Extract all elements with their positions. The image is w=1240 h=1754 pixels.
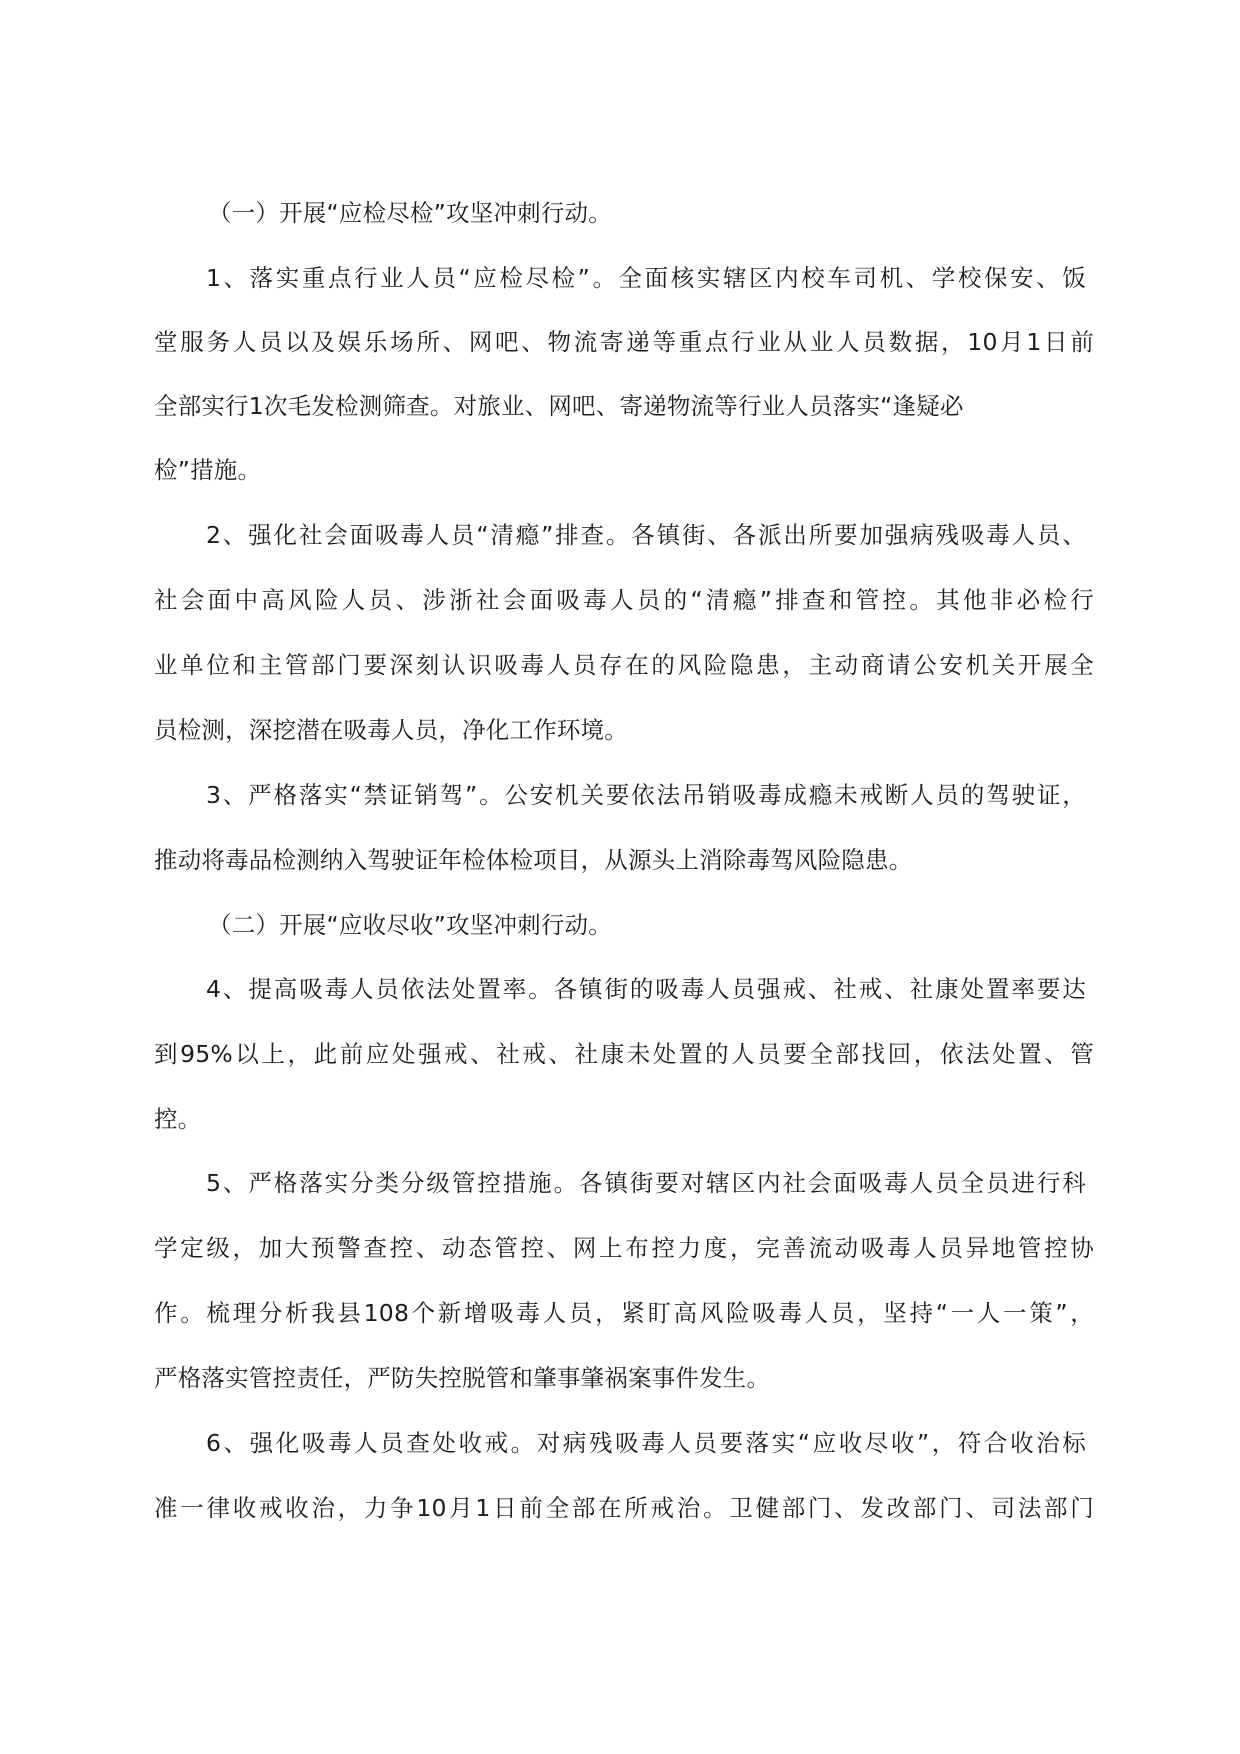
paragraph-line: 到95%以上，此前应处强戒、社戒、社康未处置的人员要全部找回，依法处置、管 <box>154 1040 1094 1068</box>
paragraph-line: 6、强化吸毒人员查处收戒。对病残吸毒人员要落实“应收尽收”，符合收治标 <box>206 1429 1086 1457</box>
section-heading-1: （一）开展“应检尽检”攻坚冲刺行动。 <box>208 199 612 227</box>
paragraph-line: 学定级，加大预警查控、动态管控、网上布控力度，完善流动吸毒人员异地管控协 <box>154 1234 1094 1262</box>
paragraph-line: 业单位和主管部门要深刻认识吸毒人员存在的风险隐患，主动商请公安机关开展全 <box>154 651 1094 679</box>
paragraph-line: 4、提高吸毒人员依法处置率。各镇街的吸毒人员强戒、社戒、社康处置率要达 <box>206 975 1086 1003</box>
paragraph-line: 准一律收戒收治，力争10月1日前全部在所戒治。卫健部门、发改部门、司法部门 <box>154 1494 1094 1522</box>
paragraph-line: 控。 <box>154 1105 202 1133</box>
paragraph-line: 2、强化社会面吸毒人员“清瘾”排查。各镇街、各派出所要加强病残吸毒人员、 <box>206 521 1086 549</box>
paragraph-line: 推动将毒品检测纳入驾驶证年检体检项目，从源头上消除毒驾风险隐患。 <box>154 846 913 874</box>
paragraph-line: 3、严格落实“禁证销驾”。公安机关要依法吊销吸毒成瘾未戒断人员的驾驶证， <box>206 781 1086 809</box>
section-heading-2: （二）开展“应收尽收”攻坚冲刺行动。 <box>208 911 612 939</box>
paragraph-line: 检”措施。 <box>154 456 262 484</box>
paragraph-line: 员检测，深挖潜在吸毒人员，净化工作环境。 <box>154 716 628 744</box>
paragraph-line: 5、严格落实分类分级管控措施。各镇街要对辖区内社会面吸毒人员全员进行科 <box>206 1169 1086 1197</box>
paragraph-line: 全部实行1次毛发检测筛查。对旅业、网吧、寄递物流等行业人员落实“逢疑必 <box>154 392 964 420</box>
paragraph-line: 堂服务人员以及娱乐场所、网吧、物流寄递等重点行业从业人员数据，10月1日前 <box>154 328 1094 356</box>
paragraph-line: 作。梳理分析我县108个新增吸毒人员，紧盯高风险吸毒人员，坚持“一人一策”， <box>154 1299 1094 1327</box>
paragraph-line: 社会面中高风险人员、涉浙社会面吸毒人员的“清瘾”排查和管控。其他非必检行 <box>154 586 1094 614</box>
paragraph-line: 严格落实管控责任，严防失控脱管和肇事肇祸案事件发生。 <box>154 1364 771 1392</box>
paragraph-line: 1、落实重点行业人员“应检尽检”。全面核实辖区内校车司机、学校保安、饭 <box>206 264 1086 292</box>
